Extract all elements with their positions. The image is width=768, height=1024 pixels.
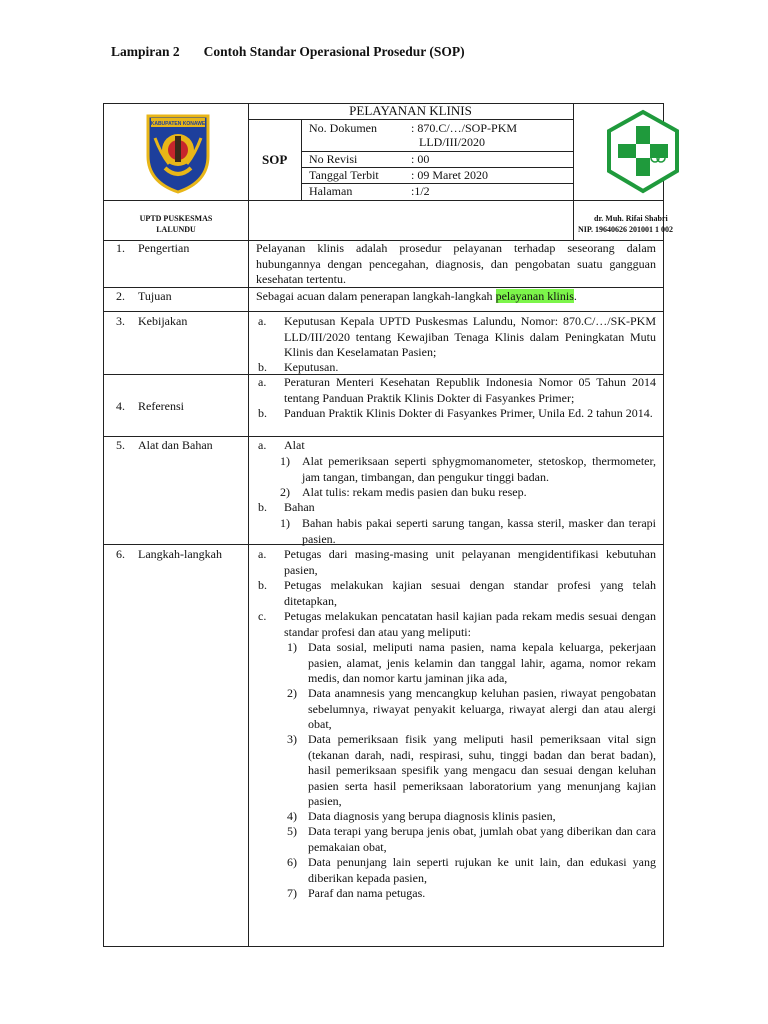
bahan-item-1: Bahan habis pakai seperti sarung tangan, kassa steril, masker dan terapi pasien.	[302, 516, 656, 546]
signer-nip: NIP. 19640626 201001 1 002	[578, 225, 674, 234]
list-marker: 4)	[287, 809, 297, 823]
body-column-divider	[248, 240, 249, 947]
header-divider-left	[248, 103, 249, 240]
list-marker: 6)	[287, 855, 297, 869]
list-marker: 1)	[280, 516, 290, 530]
referensi-item-a: Peraturan Menteri Kesehatan Republik Indonesia Nomor 05 Tahun 2014 tentang Panduan Praktik Klinis Dokter di Fasyankes Primer;	[284, 375, 656, 405]
langkah-sub-6: Data penunjang lain seperti rujukan ke unit lain, dan edukasi yang diberikan kepada pasien,	[308, 855, 656, 885]
alat-item-1: Alat pemeriksaan seperti sphygmomanometer, stetoskop, thermometer, jam tangan, timbangan, dan pengukur tinggi badan.	[302, 454, 656, 484]
lampiran-label: Lampiran 2	[111, 44, 180, 59]
meta-value-no-dokumen: : 870.C/…/SOP-PKM	[411, 121, 518, 135]
list-marker: 2)	[280, 485, 290, 499]
kebijakan-item-a: Keputusan Kepala UPTD Puskesmas Lalundu, Nomor: 870.C/…/SK-PKM LLD/III/2020 tentang Kewajiban Tenaga Klinis dalam Peningkatan Mutu Klinis dan Keselamatan Pasien;	[284, 314, 656, 359]
list-marker: 3)	[287, 732, 297, 746]
org-name-line1: UPTD PUSKESMAS	[139, 214, 213, 223]
meta-divider	[301, 119, 302, 200]
meta-value-no-dokumen-cont: LLD/III/2020	[419, 135, 485, 149]
langkah-sub-2: Data anamnesis yang mencangkup keluhan pasien, riwayat pengobatan sebelumnya, riwayat penyakit keluarga, riwayat alergi dan atau alergi obat,	[308, 686, 656, 731]
tujuan-text-start: Sebagai acuan dalam penerapan langkah-langkah	[256, 289, 496, 303]
section-number-tujuan: 2.	[116, 289, 125, 303]
section-number-langkah: 6.	[116, 547, 125, 561]
page-heading	[111, 44, 465, 60]
alat-subheading: Alat	[284, 438, 305, 452]
row-line-5	[103, 436, 664, 437]
district-emblem-logo	[145, 110, 211, 194]
header-line-1	[248, 119, 573, 120]
emblem-text-right: KONAWE	[182, 121, 206, 127]
meta-value-no-revisi: : 00	[411, 152, 430, 166]
meta-label-no-dokumen: No. Dokumen	[309, 121, 377, 135]
pengertian-text: Pelayanan klinis adalah prosedur pelayanan terhadap seseorang dalam hubungannya dengan pencegahan, diagnosis, dan pengobatan suatu gangguan kesehatan tertentu.	[256, 241, 656, 286]
list-marker: b.	[258, 500, 267, 514]
page-title: Contoh Standar Operasional Prosedur (SOP)	[203, 44, 465, 59]
table-border-bottom	[103, 946, 664, 947]
row-line-3	[103, 311, 664, 312]
list-marker: 1)	[287, 640, 297, 654]
meta-label-tanggal: Tanggal Terbit	[309, 168, 379, 182]
list-marker: c.	[258, 609, 267, 623]
list-marker: 5)	[287, 824, 297, 838]
list-marker: b.	[258, 578, 267, 592]
table-border-left	[103, 103, 104, 947]
header-divider-right	[573, 103, 574, 200]
signer-divider	[573, 200, 574, 240]
header-line-5	[103, 200, 664, 201]
list-marker: 7)	[287, 886, 297, 900]
list-marker: a.	[258, 314, 267, 328]
list-marker: 1)	[280, 454, 290, 468]
section-number-pengertian: 1.	[116, 241, 125, 255]
tujuan-highlight: pelayanan klinis	[495, 289, 574, 303]
meta-label-halaman: Halaman	[309, 184, 353, 198]
bahan-subheading: Bahan	[284, 500, 315, 514]
sop-label: SOP	[262, 152, 288, 167]
section-title-kebijakan: Kebijakan	[138, 314, 188, 328]
section-title-pengertian: Pengertian	[138, 241, 190, 255]
section-number-kebijakan: 3.	[116, 314, 125, 328]
langkah-sub-3: Data pemeriksaan fisik yang meliputi hasil pemeriksaan vital sign (tekanan darah, nadi, respirasi, suhu, tinggi badan dan berat badan), hasil pemeriksaan spesifik yang mengacu dan sesuai dengan keluhan pasien serta hasil pemeriksaan laboratorium yang menunjang kajian pasien,	[308, 732, 656, 808]
section-title-referensi: Referensi	[138, 399, 184, 413]
tujuan-text-end: .	[573, 289, 577, 303]
section-title-langkah: Langkah-langkah	[138, 547, 222, 561]
emblem-text-left: KABUPATEN	[150, 121, 182, 127]
langkah-item-c: Petugas melakukan pencatatan hasil kajian pada rekam medis sesuai dengan standar profesi dan atau yang meliputi:	[284, 609, 656, 639]
list-marker: a.	[258, 438, 267, 452]
list-marker: a.	[258, 547, 267, 561]
signer-name: dr. Muh. Rifai Shabri	[594, 214, 668, 223]
list-marker: a.	[258, 375, 267, 389]
langkah-sub-7: Paraf dan nama petugas.	[308, 886, 426, 900]
meta-label-no-revisi: No Revisi	[309, 152, 358, 166]
alat-item-2: Alat tulis: rekam medis pasien dan buku resep.	[302, 485, 527, 499]
list-marker: 2)	[287, 686, 297, 700]
langkah-sub-5: Data terapi yang berupa jenis obat, jumlah obat yang diberikan dan cara pemakaian obat,	[308, 824, 656, 854]
langkah-sub-4: Data diagnosis yang berupa diagnosis klinis pasien,	[308, 809, 556, 823]
section-number-referensi: 4.	[116, 399, 125, 413]
meta-value-tanggal: : 09 Maret 2020	[411, 168, 488, 182]
langkah-item-b: Petugas melakukan kajian sesuai dengan standar profesi yang telah ditetapkan,	[284, 578, 656, 608]
kebijakan-item-b: Keputusan.	[284, 360, 339, 374]
tujuan-text	[256, 289, 577, 305]
org-name-line2: LALUNDU	[156, 225, 196, 234]
langkah-item-a: Petugas dari masing-masing unit pelayanan mengidentifikasi kebutuhan pasien,	[284, 547, 656, 577]
puskesmas-logo	[603, 109, 687, 195]
list-marker: b.	[258, 360, 267, 374]
list-marker: b.	[258, 406, 267, 420]
unit-name: PELAYANAN KLINIS	[349, 103, 472, 118]
svg-text:KABUPATEN KONAWE	[151, 121, 206, 127]
section-title-tujuan: Tujuan	[138, 289, 172, 303]
meta-value-halaman: :1/2	[411, 184, 430, 198]
section-number-alat: 5.	[116, 438, 125, 452]
section-title-alat: Alat dan Bahan	[138, 438, 213, 452]
langkah-sub-1: Data sosial, meliputi nama pasien, nama kepala keluarga, pekerjaan pasien, alamat, jenis kelamin dan tanggal lahir, agama, nomor rekam medis, dan nomor kartu jaminan jika ada,	[308, 640, 656, 685]
referensi-item-b: Panduan Praktik Klinis Dokter di Fasyankes Primer, Unila Ed. 2 tahun 2014.	[284, 406, 653, 420]
